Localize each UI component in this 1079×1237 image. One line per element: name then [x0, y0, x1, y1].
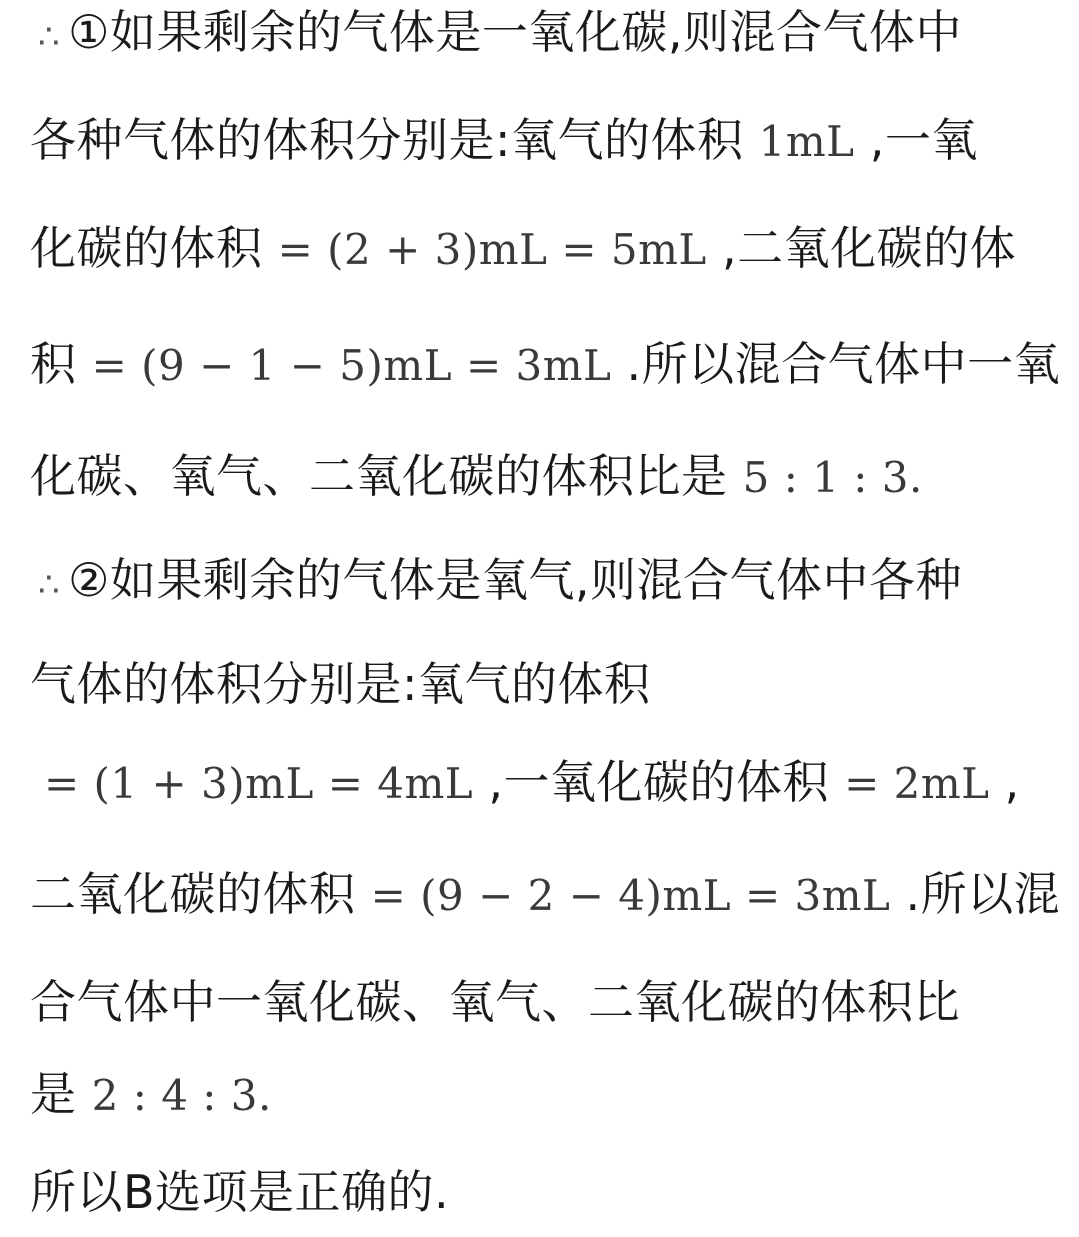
part2-line4 — [30, 865, 1071, 925]
text: 二氧化碳的体积 — [30, 867, 371, 921]
text: ,一氧 — [854, 113, 978, 167]
part1-line3 — [30, 219, 1071, 279]
part2-line1 — [30, 551, 1071, 614]
text: 各种气体的体积分别是:氧气的体积 — [30, 113, 759, 167]
math-expression: = (2 + 3)mL = 5mL — [277, 225, 707, 274]
math-expression: = (9 − 1 − 5)mL = 3mL — [91, 341, 612, 390]
text: 化碳的体积 — [30, 221, 278, 275]
part2-line2 — [30, 655, 1071, 713]
part1-line4 — [30, 335, 1071, 395]
text: 化碳、氧气、二氧化碳的体积比是 — [30, 449, 743, 503]
therefore-symbol: ∴ — [38, 17, 61, 57]
text: ②如果剩余的气体是氧气,则混合气体中各种 — [68, 553, 963, 607]
part2-line6 — [30, 1065, 1071, 1125]
text: 是 — [30, 1067, 92, 1121]
text: 所以B选项是正确的. — [30, 1165, 450, 1219]
math-expression: = 2mL — [844, 759, 990, 808]
text: .所以混合气体中一氧 — [611, 337, 1061, 391]
math-expression: 5 : 1 : 3. — [742, 453, 923, 502]
conclusion — [30, 1163, 1071, 1221]
text: 合气体中一氧化碳、氧气、二氧化碳的体积比 — [30, 975, 960, 1029]
math-expression: = (9 − 2 − 4)mL = 3mL — [370, 871, 891, 920]
text: 气体的体积分别是:氧气的体积 — [30, 657, 651, 711]
math-expression: = (1 + 3)mL = 4mL — [44, 759, 474, 808]
therefore-symbol: ∴ — [38, 565, 61, 605]
part1-line5 — [30, 447, 1071, 507]
text: ①如果剩余的气体是一氧化碳,则混合气体中 — [68, 5, 963, 59]
part1-line2 — [30, 111, 1071, 171]
text: 积 — [30, 337, 92, 391]
part2-line5 — [30, 973, 1071, 1031]
text: ,一氧化碳的体积 — [473, 755, 845, 809]
part2-line3 — [30, 753, 1071, 813]
part1-line1 — [30, 3, 1071, 66]
text: , — [989, 755, 1020, 809]
text: ,二氧化碳的体 — [706, 221, 1017, 275]
math-expression: 1mL — [758, 117, 855, 166]
math-expression: 2 : 4 : 3. — [91, 1071, 272, 1120]
text: .所以混 — [890, 867, 1061, 921]
